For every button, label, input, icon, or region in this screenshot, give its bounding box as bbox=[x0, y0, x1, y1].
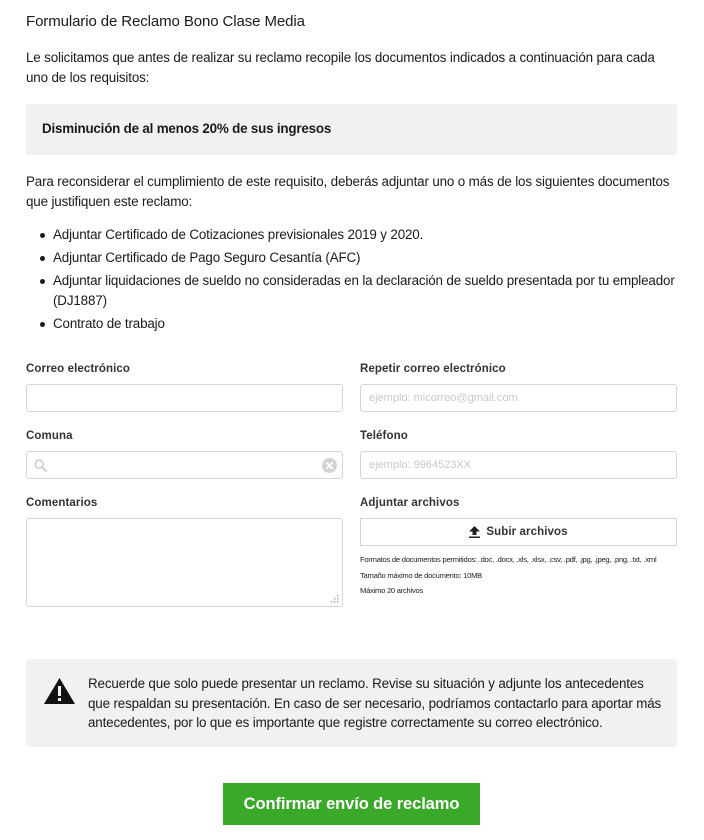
comments-textarea[interactable] bbox=[26, 518, 343, 607]
confirm-submit-button[interactable]: Confirmar envío de reclamo bbox=[223, 783, 480, 825]
upload-icon bbox=[469, 526, 480, 538]
list-item bbox=[40, 314, 677, 334]
upload-button-label: Subir archivos bbox=[486, 526, 568, 538]
email-input[interactable] bbox=[26, 384, 343, 412]
max-files-text: Máximo 20 archivos bbox=[360, 586, 424, 595]
page-title: Formulario de Reclamo Bono Clase Media bbox=[26, 13, 305, 30]
requirement-description: Para reconsiderar el cumplimiento de este requisito, deberás adjuntar uno o más de los siguientes documentos que justifiquen este reclamo: bbox=[26, 174, 670, 209]
list-item bbox=[40, 271, 677, 311]
max-size-text: Tamaño máximo de documento: 10MB bbox=[360, 570, 483, 580]
bullet-icon bbox=[40, 279, 45, 284]
intro-text: Le solicitamos que antes de realizar su reclamo recopile los documentos indicados a continuación para cada uno de los requisitos: bbox=[26, 50, 655, 85]
upload-files-button[interactable] bbox=[360, 518, 677, 546]
comuna-label: Comuna bbox=[26, 430, 73, 442]
requirement-title: Disminución de al menos 20% de sus ingresos bbox=[42, 121, 332, 136]
bullet-icon bbox=[40, 322, 45, 327]
list-item bbox=[40, 248, 677, 268]
resize-handle-icon[interactable] bbox=[331, 595, 339, 603]
phone-input[interactable] bbox=[360, 451, 677, 479]
document-label: Adjuntar Certificado de Pago Seguro Cesantía (AFC) bbox=[53, 250, 361, 265]
bullet-icon bbox=[40, 256, 45, 261]
document-label: Adjuntar Certificado de Cotizaciones previsionales 2019 y 2020. bbox=[53, 227, 424, 242]
required-documents-list bbox=[40, 225, 677, 337]
document-label: Adjuntar liquidaciones de sueldo no consideradas en la declaración de sueldo presentada por tu empleador (DJ1887) bbox=[53, 273, 675, 308]
email-label: Correo electrónico bbox=[26, 363, 131, 375]
list-item bbox=[40, 225, 677, 245]
upload-info bbox=[360, 552, 656, 599]
document-label: Contrato de trabajo bbox=[53, 316, 165, 331]
email-repeat-input[interactable] bbox=[360, 384, 677, 412]
warning-panel bbox=[26, 659, 677, 747]
requirement-panel bbox=[26, 104, 677, 155]
allowed-formats-text: Formatos de documentos permitidos: .doc, .docx, .xls, .xlsx, .csv, .pdf, .jpg, .jpeg, .png, .txt, .xml bbox=[360, 555, 657, 564]
phone-label: Teléfono bbox=[360, 430, 408, 442]
attachments-label: Adjuntar archivos bbox=[360, 497, 460, 509]
comuna-input[interactable] bbox=[51, 452, 316, 478]
warning-icon bbox=[44, 678, 75, 704]
bullet-icon bbox=[40, 233, 45, 238]
email-repeat-label: Repetir correo electrónico bbox=[360, 363, 506, 375]
comments-label: Comentarios bbox=[26, 497, 98, 509]
search-icon bbox=[34, 459, 47, 472]
comuna-select[interactable] bbox=[26, 451, 343, 479]
warning-text: Recuerde que solo puede presentar un reclamo. Revise su situación y adjunte los antecedentes que respaldan su presentación. En caso de ser necesario, podríamos contactarlo para aportar más antecedentes, por lo que es importante que registre correctamente su correo electrónico. bbox=[88, 676, 662, 730]
clear-icon[interactable] bbox=[322, 458, 337, 473]
